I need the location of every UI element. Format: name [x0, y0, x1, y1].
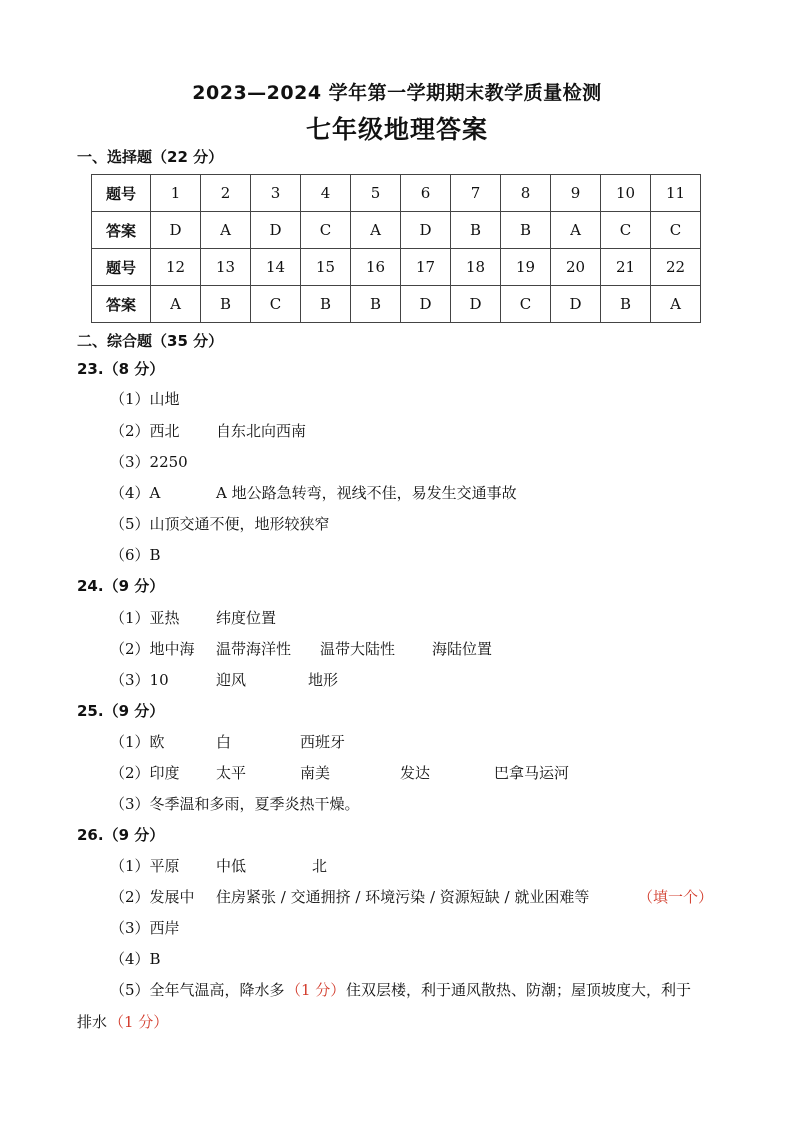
question-26-heading: 26.（9 分） — [77, 826, 165, 844]
answer-cell: B — [351, 286, 401, 323]
answer-cell: A — [551, 212, 601, 249]
answer-text: 地形 — [308, 671, 339, 689]
answer-text: 住房紧张 / 交通拥挤 / 环境污染 / 资源短缺 / 就业困难等 — [216, 888, 590, 906]
answer-cell: B — [601, 286, 651, 323]
section-choice-heading: 一、选择题（22 分） — [77, 148, 224, 166]
answer-text: （3）西岸 — [110, 919, 180, 937]
answer-text: 纬度位置 — [216, 609, 277, 627]
answer-text: （3）10 — [110, 671, 169, 689]
answer-cell: B — [201, 286, 251, 323]
question-number: 8 — [501, 175, 551, 212]
answer-cell: B — [451, 212, 501, 249]
answer-cell: C — [301, 212, 351, 249]
answer-text: （4）B — [110, 950, 161, 968]
answer-text: 太平 — [216, 764, 247, 782]
answer-text: （3）冬季温和多雨，夏季炎热干燥。 — [110, 795, 360, 813]
answer-text: 海陆位置 — [432, 640, 493, 658]
answer-title: 七年级地理答案 — [305, 115, 488, 144]
table-row — [92, 249, 701, 286]
question-23-heading: 23.（8 分） — [77, 360, 165, 378]
table-row — [92, 286, 701, 323]
question-number: 16 — [351, 249, 401, 286]
question-number: 20 — [551, 249, 601, 286]
answer-cell: B — [501, 212, 551, 249]
question-number: 17 — [401, 249, 451, 286]
answer-text: 自东北向西南 — [216, 422, 307, 440]
answer-text: 巴拿马运河 — [494, 764, 570, 782]
question-number: 11 — [651, 175, 701, 212]
question-number: 15 — [301, 249, 351, 286]
answer-text: （3）2250 — [110, 453, 188, 471]
question-number: 2 — [201, 175, 251, 212]
answer-text: 中低 — [216, 857, 247, 875]
section-comprehensive-heading: 二、综合题（35 分） — [77, 332, 224, 350]
answer-text: （5）山顶交通不便，地形较狭窄 — [110, 515, 330, 533]
question-number: 12 — [151, 249, 201, 286]
question-number: 21 — [601, 249, 651, 286]
answer-cell: C — [251, 286, 301, 323]
answer-text: （1）山地 — [110, 390, 180, 408]
question-25-heading: 25.（9 分） — [77, 702, 165, 720]
question-number: 22 — [651, 249, 701, 286]
question-number: 7 — [451, 175, 501, 212]
answer-text: 温带大陆性 — [320, 640, 396, 658]
scoring-note: （1 分） — [286, 981, 346, 999]
answer-text: 发达 — [400, 764, 431, 782]
answer-cell: D — [151, 212, 201, 249]
answer-cell: D — [451, 286, 501, 323]
question-number: 9 — [551, 175, 601, 212]
answer-text: 西班牙 — [300, 733, 346, 751]
answer-text: （1）亚热 — [110, 609, 180, 627]
exam-title: 2023—2024 学年第一学期期末教学质量检测 — [192, 82, 602, 104]
question-number: 5 — [351, 175, 401, 212]
scoring-note: （填一个） — [638, 888, 714, 906]
question-24-heading: 24.（9 分） — [77, 577, 165, 595]
answer-text: （1）平原 — [110, 857, 180, 875]
answer-cell: D — [551, 286, 601, 323]
question-number: 14 — [251, 249, 301, 286]
table-row — [92, 175, 701, 212]
row-label: 答案 — [92, 286, 151, 323]
row-label: 答案 — [92, 212, 151, 249]
answer-text: （2）西北 — [110, 422, 180, 440]
answer-text: （4）A — [110, 484, 161, 502]
question-number: 13 — [201, 249, 251, 286]
question-number: 3 — [251, 175, 301, 212]
answer-text: 白 — [216, 733, 232, 751]
row-label: 题号 — [92, 175, 151, 212]
table-row — [92, 212, 701, 249]
answer-text: 南美 — [300, 764, 331, 782]
answer-text: 迎风 — [216, 671, 247, 689]
answer-cell: D — [251, 212, 301, 249]
row-label: 题号 — [92, 249, 151, 286]
answer-text: 住双层楼，利于通风散热、防潮；屋顶坡度大，利于 — [346, 981, 692, 999]
answer-text: （2）发展中 — [110, 888, 195, 906]
answer-cell: A — [151, 286, 201, 323]
answer-cell: A — [201, 212, 251, 249]
answer-table — [91, 174, 701, 323]
answer-cell: D — [401, 286, 451, 323]
answer-cell: D — [401, 212, 451, 249]
answer-text: 北 — [312, 857, 328, 875]
answer-text: （2）印度 — [110, 764, 180, 782]
question-number: 1 — [151, 175, 201, 212]
answer-text: A 地公路急转弯，视线不佳，易发生交通事故 — [216, 484, 517, 502]
answer-text: 温带海洋性 — [216, 640, 292, 658]
answer-cell: B — [301, 286, 351, 323]
question-number: 6 — [401, 175, 451, 212]
question-number: 19 — [501, 249, 551, 286]
answer-text: （2）地中海 — [110, 640, 195, 658]
answer-cell: C — [601, 212, 651, 249]
question-number: 18 — [451, 249, 501, 286]
question-number: 10 — [601, 175, 651, 212]
answer-cell: A — [651, 286, 701, 323]
answer-cell: C — [651, 212, 701, 249]
answer-text: （1）欧 — [110, 733, 165, 751]
answer-text: （5）全年气温高，降水多 — [110, 981, 285, 999]
answer-text: 排水 — [77, 1013, 108, 1031]
answer-text: （6）B — [110, 546, 161, 564]
question-number: 4 — [301, 175, 351, 212]
answer-cell: C — [501, 286, 551, 323]
scoring-note: （1 分） — [109, 1013, 169, 1031]
answer-cell: A — [351, 212, 401, 249]
